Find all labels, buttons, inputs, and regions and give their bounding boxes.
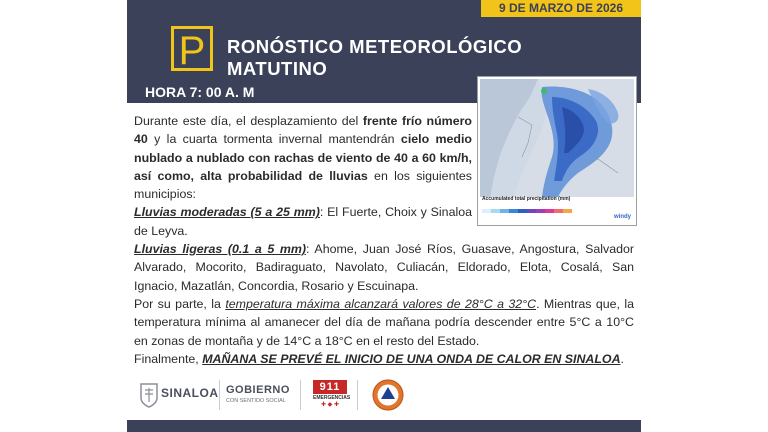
forecast-text — [134, 112, 634, 368]
footer-logos — [127, 372, 641, 420]
page-title — [227, 36, 522, 80]
footer-divider-3 — [357, 380, 358, 410]
temperature-highlight: temperatura máxima alcanzará valores de 28°C a 32°C — [225, 296, 537, 311]
light-rain-label: Lluvias ligeras (0.1 a 5 mm) — [134, 242, 307, 257]
map-brand: windy — [613, 214, 631, 220]
intro-bold-1: frente frío número 40 — [134, 114, 472, 147]
intro-text-2: y la cuarta tormenta invernal mantendrán — [147, 132, 401, 147]
footer-divider-2 — [300, 380, 301, 410]
map-legend-title: Accumulated total precipitation (mm) — [482, 196, 571, 202]
footer-divider-1 — [219, 380, 220, 410]
intro-text-1: Durante este día, el desplazamiento del — [134, 114, 363, 128]
title-initial-box: P — [171, 26, 213, 71]
emergency-number: 911 — [313, 380, 347, 394]
intro-bold-2: cielo medio nublado a nublado con rachas de viento de 40 a 60 km/h, así como, alta probabilidad de lluvias — [134, 132, 472, 183]
light-rain-paragraph — [134, 240, 634, 295]
temperature-text-2: . Mientras que, la temperatura mínima al amanecer del día de mañana podría descender entre 5°C a 10°C en zonas de montaña y de 14°C a 18°C en el resto del Estado. — [134, 296, 634, 348]
emergency-911-logo — [313, 380, 351, 412]
date-label: 9 DE MARZO DE 2026 — [481, 0, 641, 17]
bottom-band — [127, 420, 641, 432]
moderate-rain-text: : El Fuerte, Choix y Sinaloa de Leyva. — [134, 205, 473, 238]
closing-paragraph — [134, 350, 634, 368]
moderate-rain-paragraph — [134, 203, 472, 240]
intro-text-3: en los siguientes municipios: — [134, 168, 472, 202]
emergency-label: EMERGENCIAS — [313, 395, 351, 401]
closing-text-1: Finalmente, — [134, 351, 203, 366]
sinaloa-crest-icon — [139, 382, 159, 408]
emergency-icons: ✚ ◆ ✚ — [320, 402, 339, 408]
light-rain-text: : Ahome, Juan José Ríos, Guasave, Angostura, Salvador Alvarado, Mocorito, Badiraguato, Navolato, Culiacán, Eldorado, Elota, Cosalá, San Ignacio, Mazatlán, Concordia, Rosario y Escuinapa. — [134, 242, 634, 293]
temperature-paragraph — [134, 295, 634, 350]
proteccion-civil-icon — [371, 378, 405, 412]
heat-wave-warning: MAÑANA SE PREVÉ EL INICIO DE UNA ONDA DE CALOR EN SINALOA — [202, 351, 621, 366]
intro-paragraph — [134, 112, 472, 203]
gobierno-logo-text: GOBIERNO — [226, 384, 290, 396]
forecast-card — [127, 0, 641, 432]
title-line-2: MATUTINO — [227, 58, 328, 79]
sinaloa-logo-text: SINALOA — [161, 386, 219, 400]
title-line-1: RONÓSTICO METEOROLÓGICO — [227, 36, 523, 57]
moderate-rain-label: Lluvias moderadas (5 a 25 mm) — [134, 205, 320, 220]
temperature-text-1: Por su parte, la — [134, 296, 226, 311]
closing-text-2: . — [620, 351, 624, 366]
time-label: HORA 7: 00 A. M — [145, 84, 255, 100]
gobierno-subtitle: CON SENTIDO SOCIAL — [226, 398, 286, 404]
